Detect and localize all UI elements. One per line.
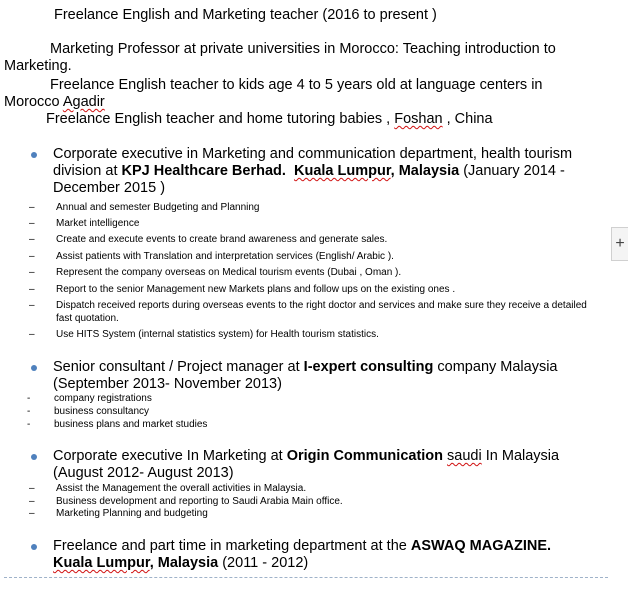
- job-entry-2: Senior consultant / Project manager at I-expert consulting company Malaysia (September 2013- November 2013): [53, 359, 558, 392]
- header-line-2: Marketing Professor at private universities in Morocco: Teaching introduction to: [50, 41, 556, 57]
- list-item: – Create and execute events to create brand awareness and generate sales.: [29, 234, 388, 245]
- job-entry-4: Freelance and part time in marketing department at the ASWAQ MAGAZINE. Kuala Lumpur, Malaysia (2011 - 2012): [53, 538, 552, 571]
- list-item: – Report to the senior Management new Markets plans and follow ups on the existing ones .: [29, 284, 456, 295]
- list-item: – Assist the Management the overall activities in Malaysia.: [29, 483, 307, 494]
- header-line-4: Freelance English teacher and home tutoring babies , Foshan , China: [46, 111, 493, 127]
- list-item: – Dispatch received reports during overseas events to the right doctor and services and make sure they receive a detailed fast quotation.: [29, 300, 587, 324]
- list-item: - business plans and market studies: [27, 419, 208, 430]
- header-line-2-cont: Marketing.: [4, 58, 72, 74]
- job-entry-1: Corporate executive in Marketing and communication department, health tourism division at KPJ Healthcare Berhad. Kuala Lumpur, Malaysia (January 2014 - December 2015 ): [53, 146, 573, 196]
- list-item: – Represent the company overseas on Medical tourism events (Dubai , Oman ).: [29, 267, 402, 278]
- list-item: - business consultancy: [27, 406, 150, 417]
- page-break-line: [4, 577, 608, 578]
- bullet-dot: [31, 454, 37, 460]
- list-item: – Use HITS System (internal statistics system) for Health tourism statistics.: [29, 329, 379, 340]
- list-item: – Business development and reporting to Saudi Arabia Main office.: [29, 496, 343, 507]
- bullet-dot: [31, 365, 37, 371]
- header-line-3-cont: Morocco Agadir: [4, 94, 105, 110]
- add-icon[interactable]: +: [611, 227, 628, 261]
- bullet-dot: [31, 544, 37, 550]
- job-entry-3: Corporate executive In Marketing at Origin Communication saudi In Malaysia (August 2012- August 2013): [53, 448, 560, 481]
- bullet-dot: [31, 152, 37, 158]
- list-item: – Market intelligence: [29, 218, 140, 229]
- list-item: - company registrations: [27, 393, 152, 404]
- header-line-1: Freelance English and Marketing teacher (2016 to present ): [54, 7, 437, 23]
- list-item: – Annual and semester Budgeting and Planning: [29, 202, 260, 213]
- list-item: – Marketing Planning and budgeting: [29, 508, 208, 519]
- list-item: – Assist patients with Translation and interpretation services (English/ Arabic ).: [29, 251, 394, 262]
- header-line-3: Freelance English teacher to kids age 4 to 5 years old at language centers in: [50, 77, 543, 93]
